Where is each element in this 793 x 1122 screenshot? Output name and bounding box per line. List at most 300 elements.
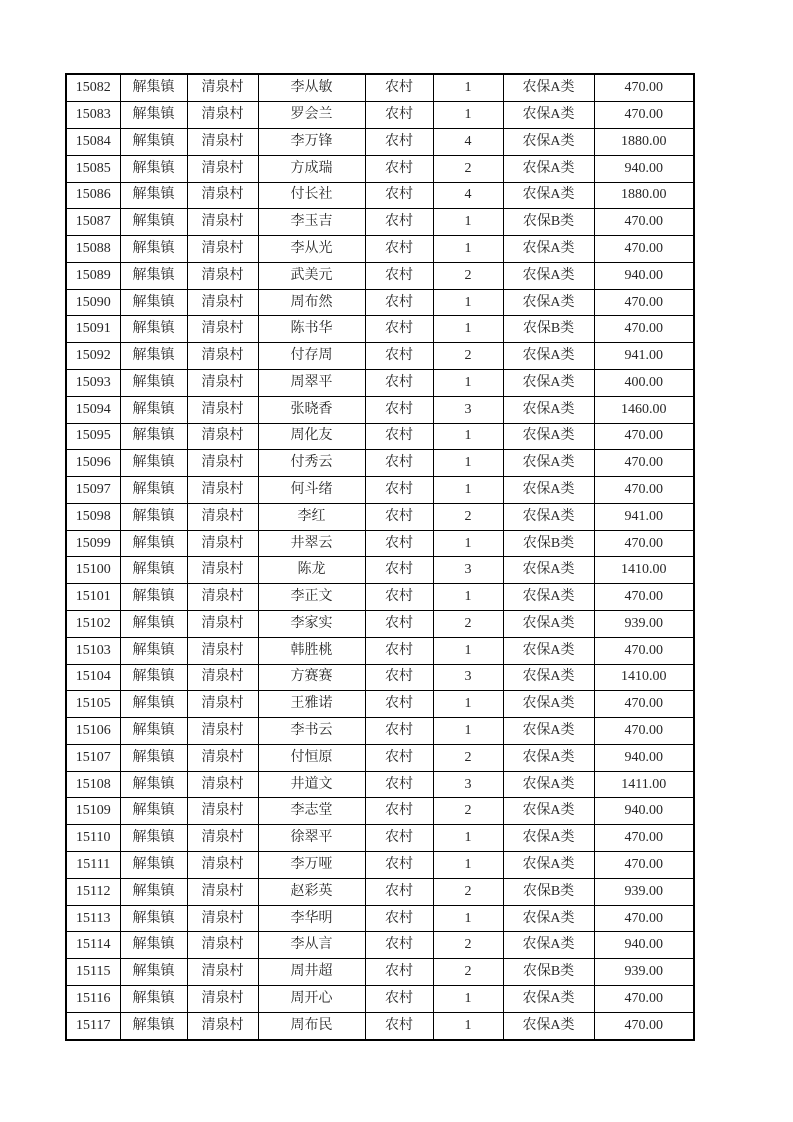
cell-person-count: 3 (433, 771, 503, 798)
cell-village: 清泉村 (187, 825, 258, 852)
cell-town: 解集镇 (120, 825, 187, 852)
cell-village: 清泉村 (187, 744, 258, 771)
cell-town: 解集镇 (120, 236, 187, 263)
cell-village: 清泉村 (187, 503, 258, 530)
cell-household-type: 农村 (365, 985, 433, 1012)
cell-village: 清泉村 (187, 450, 258, 477)
cell-village: 清泉村 (187, 985, 258, 1012)
cell-town: 解集镇 (120, 209, 187, 236)
cell-insurance-category: 农保A类 (503, 932, 594, 959)
table-row (66, 584, 694, 611)
cell-village: 清泉村 (187, 477, 258, 504)
cell-village: 清泉村 (187, 664, 258, 691)
cell-insurance-category: 农保A类 (503, 102, 594, 129)
cell-village: 清泉村 (187, 369, 258, 396)
cell-name: 李华明 (258, 905, 365, 932)
cell-household-type: 农村 (365, 744, 433, 771)
table-row (66, 932, 694, 959)
cell-household-type: 农村 (365, 450, 433, 477)
cell-insurance-category: 农保A类 (503, 852, 594, 879)
cell-person-count: 1 (433, 825, 503, 852)
cell-amount: 470.00 (594, 852, 694, 879)
cell-insurance-category: 农保A类 (503, 611, 594, 638)
cell-insurance-category: 农保A类 (503, 128, 594, 155)
cell-name: 韩胜桃 (258, 637, 365, 664)
cell-town: 解集镇 (120, 584, 187, 611)
cell-town: 解集镇 (120, 450, 187, 477)
cell-insurance-category: 农保A类 (503, 905, 594, 932)
table-row (66, 236, 694, 263)
cell-amount: 470.00 (594, 985, 694, 1012)
cell-serial-number: 15094 (66, 396, 120, 423)
table-row (66, 155, 694, 182)
cell-household-type: 农村 (365, 611, 433, 638)
cell-village: 清泉村 (187, 1012, 258, 1040)
cell-insurance-category: 农保A类 (503, 450, 594, 477)
table-row (66, 102, 694, 129)
cell-serial-number: 15114 (66, 932, 120, 959)
table-row (66, 798, 694, 825)
cell-insurance-category: 农保A类 (503, 691, 594, 718)
cell-insurance-category: 农保A类 (503, 1012, 594, 1040)
cell-person-count: 1 (433, 74, 503, 102)
cell-insurance-category: 农保A类 (503, 477, 594, 504)
cell-insurance-category: 农保A类 (503, 262, 594, 289)
cell-household-type: 农村 (365, 637, 433, 664)
cell-serial-number: 15103 (66, 637, 120, 664)
cell-name: 周布然 (258, 289, 365, 316)
cell-amount: 470.00 (594, 74, 694, 102)
cell-serial-number: 15097 (66, 477, 120, 504)
cell-village: 清泉村 (187, 584, 258, 611)
cell-person-count: 1 (433, 530, 503, 557)
cell-insurance-category: 农保A类 (503, 985, 594, 1012)
cell-person-count: 1 (433, 584, 503, 611)
cell-insurance-category: 农保B类 (503, 316, 594, 343)
cell-household-type: 农村 (365, 289, 433, 316)
cell-amount: 941.00 (594, 343, 694, 370)
cell-town: 解集镇 (120, 557, 187, 584)
table-row (66, 852, 694, 879)
cell-serial-number: 15085 (66, 155, 120, 182)
cell-name: 付秀云 (258, 450, 365, 477)
cell-name: 周化友 (258, 423, 365, 450)
cell-name: 李从敏 (258, 74, 365, 102)
cell-serial-number: 15095 (66, 423, 120, 450)
cell-village: 清泉村 (187, 128, 258, 155)
cell-town: 解集镇 (120, 932, 187, 959)
cell-household-type: 农村 (365, 905, 433, 932)
table-row (66, 343, 694, 370)
cell-serial-number: 15086 (66, 182, 120, 209)
cell-person-count: 3 (433, 396, 503, 423)
cell-town: 解集镇 (120, 316, 187, 343)
table-body (66, 74, 694, 1040)
cell-serial-number: 15117 (66, 1012, 120, 1040)
cell-person-count: 2 (433, 959, 503, 986)
cell-name: 方赛赛 (258, 664, 365, 691)
cell-household-type: 农村 (365, 932, 433, 959)
cell-insurance-category: 农保A类 (503, 182, 594, 209)
cell-town: 解集镇 (120, 102, 187, 129)
cell-person-count: 3 (433, 664, 503, 691)
cell-name: 井翠云 (258, 530, 365, 557)
cell-household-type: 农村 (365, 423, 433, 450)
cell-town: 解集镇 (120, 905, 187, 932)
cell-amount: 470.00 (594, 236, 694, 263)
cell-insurance-category: 农保A类 (503, 798, 594, 825)
cell-amount: 470.00 (594, 450, 694, 477)
benefit-roster-table (65, 73, 695, 1041)
table-row (66, 611, 694, 638)
cell-person-count: 1 (433, 905, 503, 932)
cell-person-count: 1 (433, 637, 503, 664)
cell-serial-number: 15116 (66, 985, 120, 1012)
cell-person-count: 1 (433, 691, 503, 718)
cell-amount: 940.00 (594, 932, 694, 959)
cell-name: 罗会兰 (258, 102, 365, 129)
cell-person-count: 3 (433, 557, 503, 584)
table-row (66, 289, 694, 316)
cell-household-type: 农村 (365, 262, 433, 289)
cell-name: 陈书华 (258, 316, 365, 343)
cell-insurance-category: 农保B类 (503, 530, 594, 557)
cell-insurance-category: 农保A类 (503, 155, 594, 182)
cell-amount: 470.00 (594, 530, 694, 557)
cell-village: 清泉村 (187, 611, 258, 638)
cell-town: 解集镇 (120, 343, 187, 370)
cell-village: 清泉村 (187, 423, 258, 450)
cell-household-type: 农村 (365, 557, 433, 584)
cell-insurance-category: 农保A类 (503, 369, 594, 396)
cell-household-type: 农村 (365, 503, 433, 530)
cell-name: 李从光 (258, 236, 365, 263)
cell-insurance-category: 农保A类 (503, 236, 594, 263)
cell-amount: 1880.00 (594, 182, 694, 209)
cell-village: 清泉村 (187, 530, 258, 557)
cell-insurance-category: 农保A类 (503, 771, 594, 798)
cell-serial-number: 15098 (66, 503, 120, 530)
cell-serial-number: 15092 (66, 343, 120, 370)
cell-serial-number: 15107 (66, 744, 120, 771)
table-row (66, 691, 694, 718)
cell-name: 李家实 (258, 611, 365, 638)
cell-name: 付存周 (258, 343, 365, 370)
cell-person-count: 2 (433, 155, 503, 182)
table-row (66, 959, 694, 986)
cell-serial-number: 15096 (66, 450, 120, 477)
table-row (66, 477, 694, 504)
cell-village: 清泉村 (187, 905, 258, 932)
cell-person-count: 1 (433, 985, 503, 1012)
cell-village: 清泉村 (187, 74, 258, 102)
cell-insurance-category: 农保B类 (503, 209, 594, 236)
cell-name: 付恒原 (258, 744, 365, 771)
cell-household-type: 农村 (365, 825, 433, 852)
cell-town: 解集镇 (120, 182, 187, 209)
cell-amount: 470.00 (594, 905, 694, 932)
cell-village: 清泉村 (187, 771, 258, 798)
cell-household-type: 农村 (365, 343, 433, 370)
cell-town: 解集镇 (120, 744, 187, 771)
cell-village: 清泉村 (187, 209, 258, 236)
cell-town: 解集镇 (120, 771, 187, 798)
cell-village: 清泉村 (187, 102, 258, 129)
cell-household-type: 农村 (365, 102, 433, 129)
cell-insurance-category: 农保A类 (503, 503, 594, 530)
cell-household-type: 农村 (365, 316, 433, 343)
cell-town: 解集镇 (120, 798, 187, 825)
cell-town: 解集镇 (120, 155, 187, 182)
cell-household-type: 农村 (365, 718, 433, 745)
cell-town: 解集镇 (120, 985, 187, 1012)
cell-person-count: 2 (433, 932, 503, 959)
table-row (66, 503, 694, 530)
cell-insurance-category: 农保A类 (503, 637, 594, 664)
cell-person-count: 4 (433, 128, 503, 155)
cell-person-count: 1 (433, 852, 503, 879)
cell-name: 周井超 (258, 959, 365, 986)
table-row (66, 878, 694, 905)
cell-amount: 470.00 (594, 423, 694, 450)
cell-name: 李正文 (258, 584, 365, 611)
table-row (66, 985, 694, 1012)
cell-amount: 941.00 (594, 503, 694, 530)
cell-name: 徐翠平 (258, 825, 365, 852)
cell-insurance-category: 农保A类 (503, 825, 594, 852)
cell-name: 周布民 (258, 1012, 365, 1040)
table-row (66, 825, 694, 852)
cell-amount: 470.00 (594, 718, 694, 745)
cell-serial-number: 15091 (66, 316, 120, 343)
cell-town: 解集镇 (120, 852, 187, 879)
cell-insurance-category: 农保A类 (503, 744, 594, 771)
cell-person-count: 1 (433, 718, 503, 745)
cell-town: 解集镇 (120, 691, 187, 718)
table-row (66, 744, 694, 771)
cell-amount: 1410.00 (594, 664, 694, 691)
cell-household-type: 农村 (365, 878, 433, 905)
cell-insurance-category: 农保B类 (503, 959, 594, 986)
cell-insurance-category: 农保A类 (503, 718, 594, 745)
cell-name: 井道文 (258, 771, 365, 798)
cell-name: 李从言 (258, 932, 365, 959)
cell-town: 解集镇 (120, 369, 187, 396)
cell-insurance-category: 农保A类 (503, 664, 594, 691)
cell-town: 解集镇 (120, 74, 187, 102)
cell-insurance-category: 农保A类 (503, 423, 594, 450)
cell-amount: 470.00 (594, 477, 694, 504)
cell-household-type: 农村 (365, 691, 433, 718)
cell-name: 付长社 (258, 182, 365, 209)
cell-name: 武美元 (258, 262, 365, 289)
cell-household-type: 农村 (365, 369, 433, 396)
cell-amount: 1410.00 (594, 557, 694, 584)
cell-person-count: 2 (433, 798, 503, 825)
table-row (66, 369, 694, 396)
table-row (66, 905, 694, 932)
cell-serial-number: 15083 (66, 102, 120, 129)
cell-amount: 940.00 (594, 744, 694, 771)
cell-village: 清泉村 (187, 798, 258, 825)
cell-person-count: 1 (433, 102, 503, 129)
cell-amount: 470.00 (594, 1012, 694, 1040)
cell-village: 清泉村 (187, 878, 258, 905)
table-row (66, 771, 694, 798)
cell-name: 赵彩英 (258, 878, 365, 905)
cell-serial-number: 15084 (66, 128, 120, 155)
cell-village: 清泉村 (187, 343, 258, 370)
cell-amount: 470.00 (594, 209, 694, 236)
cell-serial-number: 15090 (66, 289, 120, 316)
cell-person-count: 1 (433, 289, 503, 316)
cell-person-count: 1 (433, 236, 503, 263)
table-row (66, 718, 694, 745)
cell-serial-number: 15100 (66, 557, 120, 584)
cell-household-type: 农村 (365, 771, 433, 798)
cell-amount: 1880.00 (594, 128, 694, 155)
cell-amount: 940.00 (594, 155, 694, 182)
cell-person-count: 2 (433, 878, 503, 905)
cell-household-type: 农村 (365, 798, 433, 825)
cell-person-count: 1 (433, 450, 503, 477)
cell-town: 解集镇 (120, 611, 187, 638)
cell-insurance-category: 农保A类 (503, 289, 594, 316)
cell-insurance-category: 农保B类 (503, 878, 594, 905)
cell-serial-number: 15082 (66, 74, 120, 102)
cell-amount: 470.00 (594, 289, 694, 316)
cell-person-count: 2 (433, 262, 503, 289)
cell-amount: 470.00 (594, 584, 694, 611)
cell-serial-number: 15111 (66, 852, 120, 879)
cell-town: 解集镇 (120, 477, 187, 504)
cell-town: 解集镇 (120, 637, 187, 664)
cell-name: 李万锋 (258, 128, 365, 155)
cell-person-count: 2 (433, 343, 503, 370)
cell-name: 李书云 (258, 718, 365, 745)
cell-town: 解集镇 (120, 423, 187, 450)
cell-village: 清泉村 (187, 396, 258, 423)
cell-village: 清泉村 (187, 718, 258, 745)
table-row (66, 450, 694, 477)
cell-name: 李万哑 (258, 852, 365, 879)
table-row (66, 182, 694, 209)
cell-town: 解集镇 (120, 503, 187, 530)
cell-village: 清泉村 (187, 637, 258, 664)
cell-household-type: 农村 (365, 128, 433, 155)
cell-name: 方成瑞 (258, 155, 365, 182)
table-row (66, 557, 694, 584)
cell-village: 清泉村 (187, 852, 258, 879)
cell-name: 李志堂 (258, 798, 365, 825)
cell-household-type: 农村 (365, 664, 433, 691)
cell-name: 何斗绪 (258, 477, 365, 504)
table-row (66, 423, 694, 450)
cell-town: 解集镇 (120, 262, 187, 289)
table-row (66, 530, 694, 557)
cell-serial-number: 15102 (66, 611, 120, 638)
cell-town: 解集镇 (120, 1012, 187, 1040)
cell-name: 张晓香 (258, 396, 365, 423)
cell-serial-number: 15108 (66, 771, 120, 798)
cell-household-type: 农村 (365, 236, 433, 263)
cell-village: 清泉村 (187, 691, 258, 718)
cell-household-type: 农村 (365, 959, 433, 986)
cell-serial-number: 15087 (66, 209, 120, 236)
cell-amount: 1411.00 (594, 771, 694, 798)
cell-village: 清泉村 (187, 182, 258, 209)
cell-serial-number: 15099 (66, 530, 120, 557)
cell-household-type: 农村 (365, 396, 433, 423)
table-row (66, 1012, 694, 1040)
cell-amount: 1460.00 (594, 396, 694, 423)
cell-town: 解集镇 (120, 128, 187, 155)
cell-household-type: 农村 (365, 182, 433, 209)
cell-amount: 470.00 (594, 637, 694, 664)
cell-town: 解集镇 (120, 289, 187, 316)
cell-amount: 470.00 (594, 691, 694, 718)
cell-person-count: 4 (433, 182, 503, 209)
cell-serial-number: 15105 (66, 691, 120, 718)
cell-town: 解集镇 (120, 959, 187, 986)
cell-name: 李红 (258, 503, 365, 530)
cell-household-type: 农村 (365, 530, 433, 557)
cell-person-count: 1 (433, 369, 503, 396)
cell-insurance-category: 农保A类 (503, 74, 594, 102)
cell-amount: 470.00 (594, 825, 694, 852)
cell-serial-number: 15101 (66, 584, 120, 611)
table-row (66, 664, 694, 691)
cell-village: 清泉村 (187, 262, 258, 289)
cell-household-type: 农村 (365, 477, 433, 504)
cell-town: 解集镇 (120, 878, 187, 905)
cell-person-count: 1 (433, 477, 503, 504)
cell-serial-number: 15115 (66, 959, 120, 986)
cell-village: 清泉村 (187, 557, 258, 584)
cell-village: 清泉村 (187, 959, 258, 986)
cell-name: 周开心 (258, 985, 365, 1012)
table-row (66, 209, 694, 236)
cell-person-count: 2 (433, 503, 503, 530)
cell-person-count: 1 (433, 209, 503, 236)
cell-amount: 470.00 (594, 102, 694, 129)
cell-serial-number: 15113 (66, 905, 120, 932)
cell-town: 解集镇 (120, 530, 187, 557)
cell-village: 清泉村 (187, 316, 258, 343)
cell-serial-number: 15089 (66, 262, 120, 289)
cell-amount: 939.00 (594, 878, 694, 905)
table-row (66, 316, 694, 343)
cell-name: 周翠平 (258, 369, 365, 396)
cell-village: 清泉村 (187, 236, 258, 263)
cell-household-type: 农村 (365, 852, 433, 879)
table-row (66, 74, 694, 102)
cell-village: 清泉村 (187, 155, 258, 182)
cell-insurance-category: 农保A类 (503, 396, 594, 423)
cell-amount: 939.00 (594, 611, 694, 638)
cell-serial-number: 15106 (66, 718, 120, 745)
table-row (66, 262, 694, 289)
cell-name: 陈龙 (258, 557, 365, 584)
cell-insurance-category: 农保A类 (503, 557, 594, 584)
cell-village: 清泉村 (187, 932, 258, 959)
cell-town: 解集镇 (120, 718, 187, 745)
table-row (66, 128, 694, 155)
cell-serial-number: 15112 (66, 878, 120, 905)
cell-person-count: 2 (433, 744, 503, 771)
cell-person-count: 1 (433, 316, 503, 343)
cell-household-type: 农村 (365, 74, 433, 102)
